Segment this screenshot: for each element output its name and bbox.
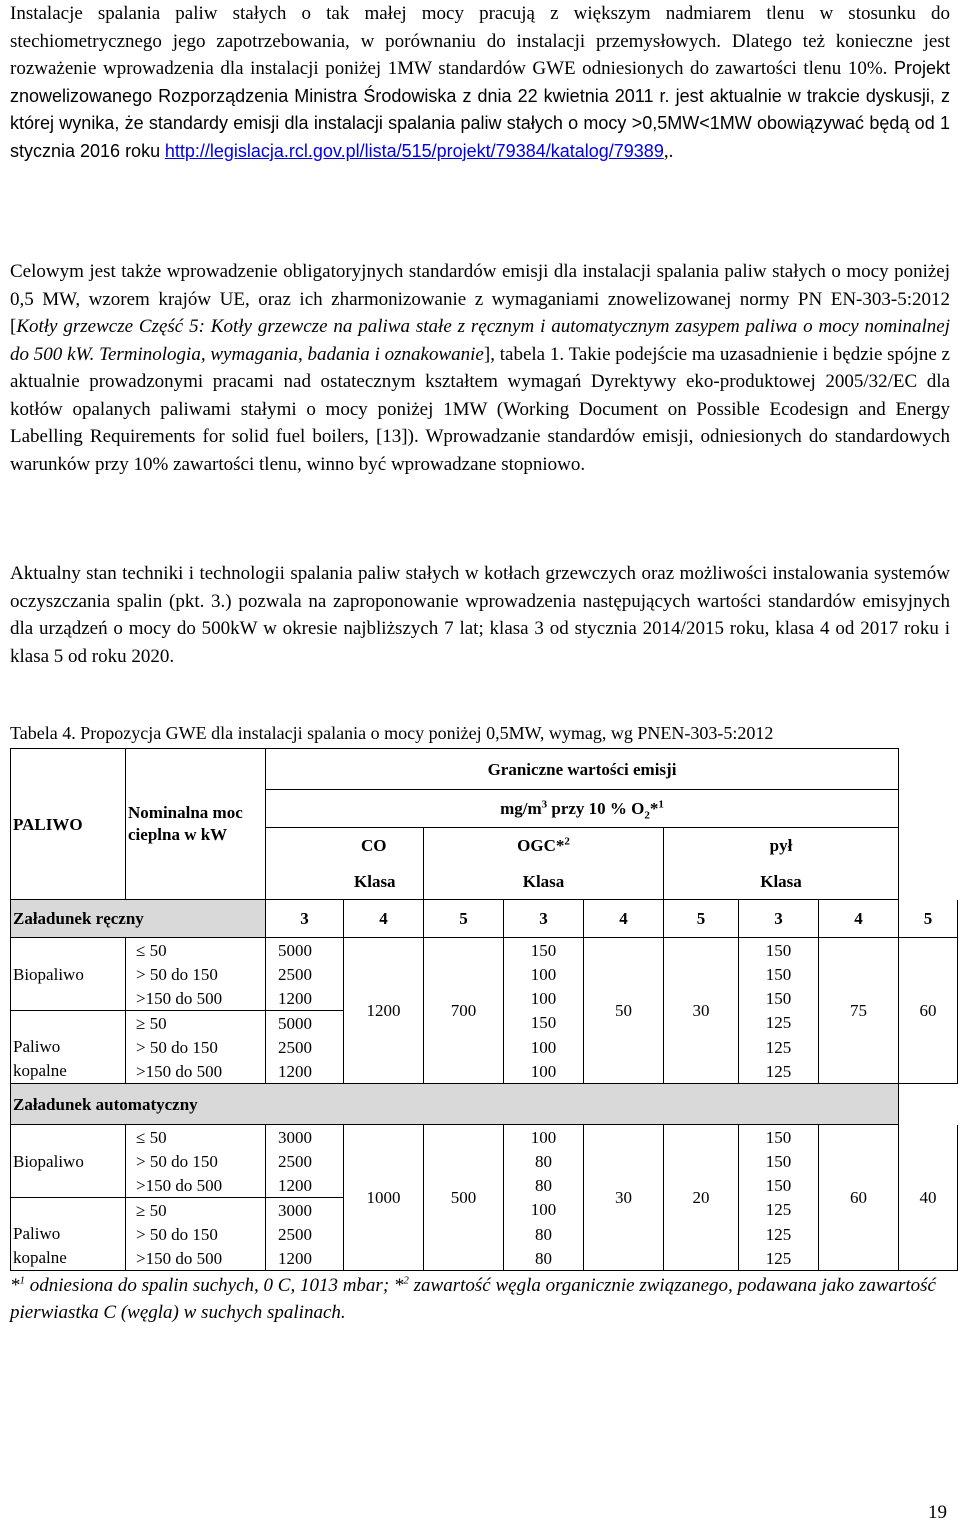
power-range: >150 do 500 <box>126 986 266 1011</box>
header-co-class: Klasa <box>266 864 424 900</box>
dust-class3: 125 <box>739 1035 819 1059</box>
fuel-biofuel: Biopaliwo <box>11 1125 126 1198</box>
header-ogc-class: Klasa <box>424 864 664 900</box>
co-class4: 1200 <box>344 938 424 1084</box>
ogc-class4: 30 <box>584 1125 664 1271</box>
dust-class3: 150 <box>739 938 819 963</box>
dust-class3: 150 <box>739 1125 819 1150</box>
section-automatic-loading: Załadunek automatyczny <box>11 1084 899 1125</box>
dust-class3: 150 <box>739 1173 819 1198</box>
ogc-class3: 150 <box>504 1011 584 1036</box>
co-class3: 3000 <box>266 1198 344 1223</box>
paragraph-2 <box>10 258 950 478</box>
class-header-cell: 5 <box>424 900 504 938</box>
co-class3: 1200 <box>266 986 344 1011</box>
fuel-fossil: Paliwo kopalne <box>11 1198 126 1271</box>
ogc-class3: 80 <box>504 1149 584 1173</box>
ogc-class3: 150 <box>504 938 584 963</box>
co-class3: 3000 <box>266 1125 344 1150</box>
class-header-cell: 5 <box>899 900 958 938</box>
page-number: 19 <box>928 1502 947 1523</box>
ogc-class3: 80 <box>504 1246 584 1271</box>
paragraph-2-text-b: ], tabela 1. Takie podejście ma uzasadnienie i będzie spójne z aktualnie prowadzonymi pracami nad ostatecznym kształtem wymagań Dyrektywy eko-produktowej 2005/32/EC dla kotłów opalanych paliwami stałymi o mocy poniżej 1MW (Working Document on Possible Ecodesign and Energy Labelling Requirements for solid fuel boilers, [13]). Wprowadzanie standardów emisji, odniesionych do standardowych warunków przy 10% zawartości tlenu, winno być wprowadzane stopniowo. <box>10 343 950 475</box>
power-range: ≥ 50 <box>126 1011 266 1036</box>
class-header-cell: 4 <box>344 900 424 938</box>
co-class4: 1000 <box>344 1125 424 1271</box>
class-header-cell: 4 <box>819 900 899 938</box>
power-range: >150 do 500 <box>126 1246 266 1271</box>
class-header-cell: 4 <box>584 900 664 938</box>
power-range: > 50 do 150 <box>126 1035 266 1059</box>
power-range: ≤ 50 <box>126 1125 266 1150</box>
dust-class3: 125 <box>739 1059 819 1084</box>
header-co: CO <box>266 828 424 864</box>
dust-class5: 60 <box>899 938 958 1084</box>
co-class3: 5000 <box>266 1011 344 1036</box>
legislation-link[interactable]: http://legislacja.rcl.gov.pl/lista/515/projekt/79384/katalog/79389 <box>164 140 664 161</box>
power-range: > 50 do 150 <box>126 962 266 986</box>
dust-class4: 75 <box>819 938 899 1084</box>
paragraph-1 <box>10 0 950 165</box>
header-ogc: OGC*$^2$ <box>424 828 664 864</box>
emission-limits-table <box>10 748 958 1271</box>
co-class3: 1200 <box>266 1246 344 1271</box>
ogc-class3: 100 <box>504 962 584 986</box>
co-class3: 2500 <box>266 1035 344 1059</box>
ogc-class3: 100 <box>504 1198 584 1223</box>
power-range: > 50 do 150 <box>126 1222 266 1246</box>
ogc-class4: 50 <box>584 938 664 1084</box>
power-range: >150 do 500 <box>126 1059 266 1084</box>
header-dust-class: Klasa <box>664 864 899 900</box>
paragraph-2-italic-title: Kotły grzewcze Część 5: Kotły grzewcze na paliwa stałe z ręcznym i automatycznym zasypem paliwa o mocy nominalnej do 500 kW. Terminologia, wymagania, badania i oznakowanie <box>10 316 950 365</box>
ogc-class3: 100 <box>504 986 584 1011</box>
ogc-class3: 100 <box>504 1059 584 1084</box>
header-emission-limits: Graniczne wartości emisji <box>266 749 899 790</box>
header-unit: $mg/m^3$ przy 10 % $O_2*^1$ <box>266 790 899 828</box>
ogc-class3: 100 <box>504 1125 584 1150</box>
co-class3: 2500 <box>266 1222 344 1246</box>
dust-class3: 125 <box>739 1198 819 1223</box>
ogc-class5: 20 <box>664 1125 739 1271</box>
co-class3: 2500 <box>266 1149 344 1173</box>
power-range: ≥ 50 <box>126 1198 266 1223</box>
power-range: >150 do 500 <box>126 1173 266 1198</box>
paragraph-1-tail: ,. <box>663 140 674 162</box>
paragraph-2-text-a: Celowym jest także wprowadzenie obligatoryjnych standardów emisji dla instalacji spalania paliw stałych o mocy poniżej 0,5 MW, wzorem krajów UE, oraz ich zharmonizowanie z wymaganiami znowelizowanej normy PN EN-303-5:2012 [ <box>10 261 950 337</box>
ogc-class3: 80 <box>504 1173 584 1198</box>
dust-class5: 40 <box>899 1125 958 1271</box>
paragraph-3: Aktualny stan techniki i technologii spalania paliw stałych w kotłach grzewczych oraz możliwości instalowania systemów oczyszczania spalin (pkt. 3.) pozwala na zaproponowanie wprowadzenia następujących wartości standardów emisyjnych dla urządzeń o mocy do 500kW w okresie najbliższych 7 lat; klasa 3 od stycznia 2014/2015 roku, klasa 4 od 2017 roku i klasa 5 od roku 2020. <box>10 563 950 667</box>
fuel-fossil: Paliwo kopalne <box>11 1011 126 1084</box>
class-header-cell: 3 <box>739 900 819 938</box>
co-class5: 500 <box>424 1125 504 1271</box>
section-manual-loading: Załadunek ręczny <box>11 900 266 938</box>
co-class3: 1200 <box>266 1173 344 1198</box>
paragraph-1-text-a: Instalacje spalania paliw stałych o tak małej mocy pracują z większym nadmiarem tlenu w stosunku do stechiometrycznego jego zapotrzebowania, w porównaniu do instalacji przemysłowych. Dlatego też konieczne jest rozważenie wprowadzenia dla instalacji poniżej 1MW standardów GWE odniesionych do zawartości tlenu 10%. <box>10 3 950 79</box>
power-range: > 50 do 150 <box>126 1149 266 1173</box>
fuel-biofuel: Biopaliwo <box>11 938 126 1011</box>
dust-class3: 125 <box>739 1011 819 1036</box>
ogc-class3: 100 <box>504 1035 584 1059</box>
table-footnote: *$^1$ odniesiona do spalin suchych, 0 C, 1013 mbar; *$^2$ zawartość węgla organicznie związanego, podawana jako zawartość pierwiastka C (węgla) w suchych spalinach. <box>10 1274 936 1323</box>
dust-class3: 125 <box>739 1246 819 1271</box>
class-header-cell: 3 <box>504 900 584 938</box>
header-dust: pył <box>664 828 899 864</box>
header-nominal-power: Nominalna moc cieplna w kW <box>126 749 266 900</box>
co-class3: 5000 <box>266 938 344 963</box>
co-class5: 700 <box>424 938 504 1084</box>
dust-class3: 150 <box>739 962 819 986</box>
co-class3: 2500 <box>266 962 344 986</box>
table-caption: Tabela 4. Propozycja GWE dla instalacji spalania o mocy poniżej 0,5MW, wymag, wg PNEN-303-5:2012 <box>10 723 774 743</box>
dust-class3: 125 <box>739 1222 819 1246</box>
ogc-class5: 30 <box>664 938 739 1084</box>
power-range: ≤ 50 <box>126 938 266 963</box>
paragraph-1-text-b: Projekt znowelizowanego Rozporządzenia Ministra Środowiska z dnia 22 kwietnia 2011 r. jest aktualnie w trakcie dyskusji, z której wynika, że standardy emisji dla instalacji spalania paliw stałych o mocy >0,5MW<1MW obowiązywać będą od 1 stycznia 2016 roku <box>10 58 951 161</box>
class-header-cell: 5 <box>664 900 739 938</box>
co-class3: 1200 <box>266 1059 344 1084</box>
header-fuel: PALIWO <box>11 749 126 900</box>
class-header-cell: 3 <box>266 900 344 938</box>
dust-class3: 150 <box>739 986 819 1011</box>
ogc-class3: 80 <box>504 1222 584 1246</box>
dust-class4: 60 <box>819 1125 899 1271</box>
dust-class3: 150 <box>739 1149 819 1173</box>
